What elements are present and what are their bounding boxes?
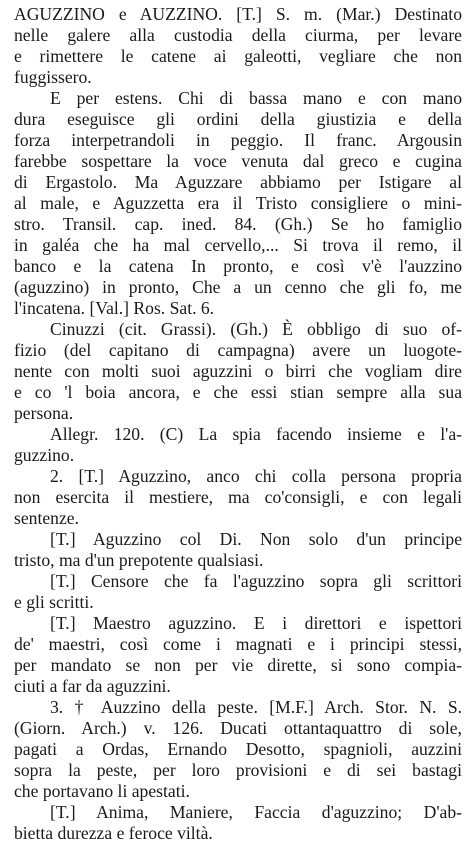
text-line: (Giorn. Arch.) v. 126. Ducati ottantaquattro di sole, <box>14 718 462 738</box>
text-line: nente con molti suoi aguzzini o birri che vogliam dire <box>14 361 462 381</box>
text-line: Cinuzzi (cit. Grassi). (Gh.) È obbligo di suo of- <box>50 319 462 339</box>
text-line: [T.] Aguzzino col Di. Non solo d'un principe <box>50 529 462 549</box>
text-line: [T.] Anima, Maniere, Faccia d'aguzzino; D'ab- <box>50 802 462 822</box>
text-line: l'incatena. [Val.] Ros. Sat. 6. <box>14 298 215 318</box>
text-line: e rimettere le catene ai galeotti, vegliare che non <box>14 46 462 66</box>
text-line: bietta durezza e feroce viltà. <box>14 823 213 843</box>
text-line: (aguzzino) in pronto, Che a un cenno che gli fo, me <box>14 277 462 297</box>
text-line: che portavano li apestati. <box>14 781 190 801</box>
text-line: al male, e Aguzzetta era il Tristo consigliere o mini- <box>14 193 462 213</box>
text-line: sentenze. <box>14 508 79 528</box>
text-line: e gli scritti. <box>14 592 94 612</box>
text-line: fuggissero. <box>14 67 92 87</box>
text-line: per mandato se non per vie dirette, si sono compia- <box>14 655 462 675</box>
text-line: nelle galere alla custodia della ciurma, per levare <box>14 25 462 45</box>
text-line: sopra la peste, per loro provisioni e di sei bastagi <box>14 760 462 780</box>
text-line: forza interpetrandoli in peggio. Il franc. Argousin <box>14 130 462 150</box>
text-line: E per estens. Chi di bassa mano e con mano <box>50 88 462 108</box>
text-line: 3. † Auzzino della peste. [M.F.] Arch. Stor. N. S. <box>50 697 462 717</box>
text-line: di Ergastolo. Ma Aguzzare abbiamo per Istigare al <box>14 172 462 192</box>
text-line: non esercita il mestiere, ma co'consigli, e con legali <box>14 487 462 507</box>
text-line: stro. Transil. cap. ined. 84. (Gh.) Se ho famiglio <box>14 214 462 234</box>
text-line: in galéa che ha mal cervello,... Si trova il remo, il <box>14 235 462 255</box>
text-line: tristo, ma d'un prepotente qualsiasi. <box>14 550 264 570</box>
text-line: guzzino. <box>14 445 75 465</box>
text-line: AGUZZINO e AUZZINO. [T.] S. m. (Mar.) Destinato <box>14 4 462 24</box>
text-line: 2. [T.] Aguzzino, anco chi colla persona propria <box>50 466 462 486</box>
text-line: pagati a Ordas, Ernando Desotto, spagnioli, auzzini <box>14 739 462 759</box>
text-line: [T.] Censore che fa l'aguzzino sopra gli scrittori <box>50 571 462 591</box>
text-line: farebbe sospettare la voce venuta dal greco e cugina <box>14 151 462 171</box>
text-line: banco e la catena In pronto, e così v'è l'auzzino <box>14 256 462 276</box>
text-line: e co 'l boia ancora, e che essi stian sempre alla sua <box>14 382 462 402</box>
text-line: [T.] Maestro aguzzino. E i direttori e ispettori <box>50 613 462 633</box>
text-line: ciuti a far da aguzzini. <box>14 676 171 696</box>
text-line: fizio (del capitano di campagna) avere un luogote- <box>14 340 462 360</box>
text-line: Allegr. 120. (C) La spia facendo insieme e l'a- <box>50 424 462 444</box>
text-line: de' maestri, così come i magnati e i principi stessi, <box>14 634 462 654</box>
text-line: dura eseguisce gli ordini della giustizia e della <box>14 109 462 129</box>
text-line: persona. <box>14 403 74 423</box>
